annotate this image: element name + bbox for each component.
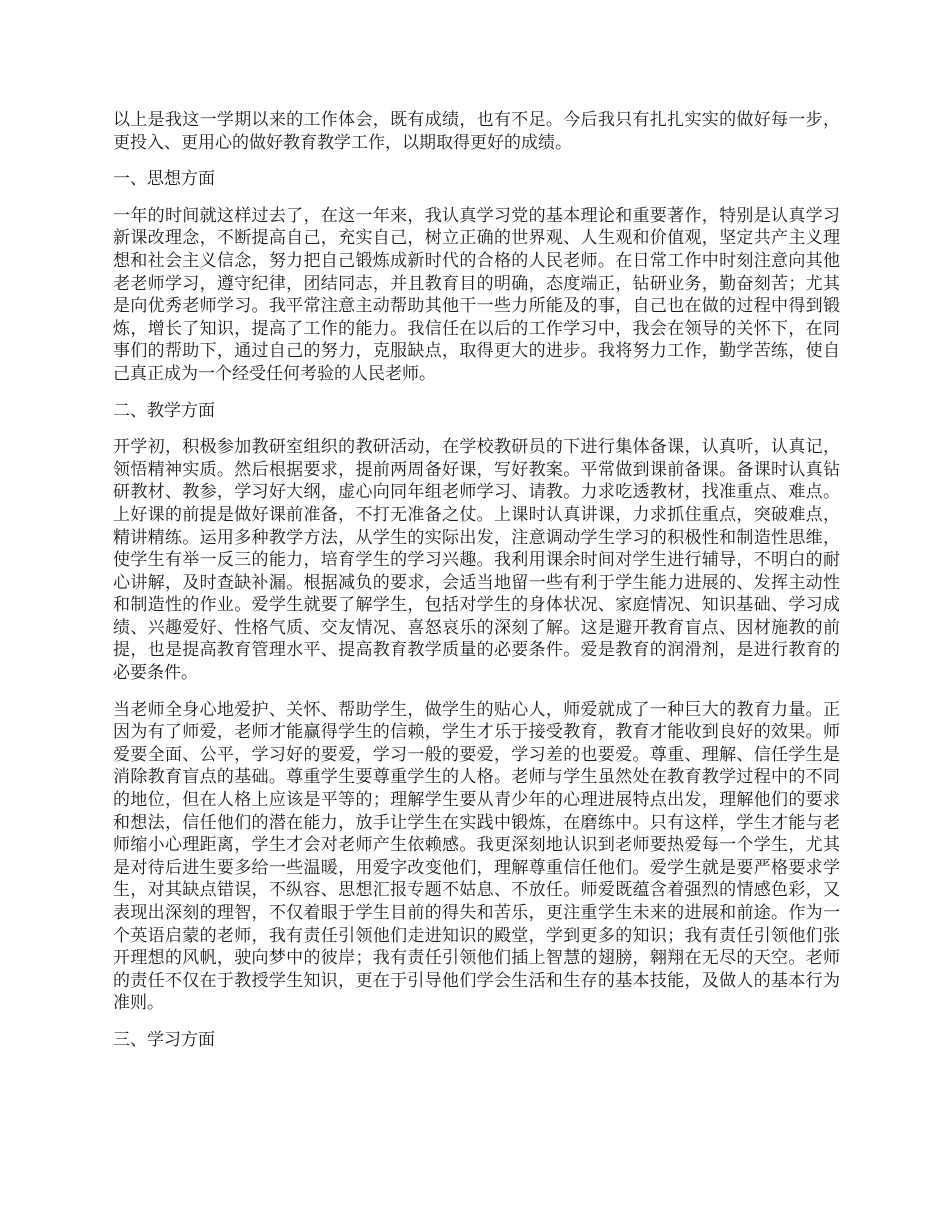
thought-paragraph: 一年的时间就这样过去了，在这一年来，我认真学习党的基本理论和重要著作，特别是认真学习新课改理念，不断提高自己，充实自己，树立正确的世界观、人生观和价值观，坚定共产主义理想和社会主义信念，努力把自己锻炼成新时代的合格的人民老师。在日常工作中时刻注意向其他老老师学习，遵守纪律，团结同志，并且教育目的明确，态度端正，钻研业务，勤奋刻苦；尤其是向优秀老师学习。我平常注意主动帮助其他干一些力所能及的事，自己也在做的过程中得到锻炼，增长了知识，提高了工作的能力。我信任在以后的工作学习中，我会在领导的关怀下，在同事们的帮助下，通过自己的努力，克服缺点，取得更大的进步。我将努力工作，勤学苦练，使自己真正成为一个经受任何考验的人民老师。	[113, 205, 840, 384]
teaching-paragraph-1: 开学初，积极参加教研室组织的教研活动，在学校教研员的下进行集体备课，认真听，认真记，领悟精神实质。然后根据要求，提前两周备好课，写好教案。平常做到课前备课。备课时认真钻研教材、教参，学习好大纲，虚心向同年组老师学习、请教。力求吃透教材，找准重点、难点。上好课的前提是做好课前准备，不打无准备之仗。上课时认真讲课，力求抓住重点，突破难点，精讲精练。运用多种教学方法，从学生的实际出发，注意调动学生学习的积极性和制造性思维，使学生有举一反三的能力，培育学生的学习兴趣。我利用课余时间对学生进行辅导，不明白的耐心讲解，及时查缺补漏。根据减负的要求，会适当地留一些有利于学生能力进展的、发挥主动性和制造性的作业。爱学生就要了解学生，包括对学生的身体状况、家庭情况、知识基础、学习成绩、兴趣爱好、性格气质、交友情况、喜怒哀乐的深刻了解。这是避开教育盲点、因材施教的前提，也是提高教育管理水平、提高教育教学质量的必要条件。爱是教育的润滑剂，是进行教育的必要条件。	[113, 437, 840, 684]
section-heading-thought: 一、思想方面	[113, 169, 215, 190]
document-page	[113, 109, 840, 1066]
teaching-paragraph-2: 当老师全身心地爱护、关怀、帮助学生，做学生的贴心人，师爱就成了一种巨大的教育力量。正因为有了师爱，老师才能赢得学生的信赖，学生才乐于接受教育，教育才能收到良好的效果。师爱要全面、公平，学习好的要爱，学习一般的要爱，学习差的也要爱。尊重、理解、信任学生是消除教育盲点的基础。尊重学生要尊重学生的人格。老师与学生虽然处在教育教学过程中的不同的地位，但在人格上应该是平等的；理解学生要从青少年的心理进展特点出发，理解他们的要求和想法，信任他们的潜在能力，放手让学生在实践中锻炼，在磨练中。只有这样，学生才能与老师缩小心理距离，学生才会对老师产生依赖感。我更深刻地认识到老师要热爱每一个学生，尤其是对待后进生要多给一些温暖，用爱字改变他们，理解尊重信任他们。爱学生就是要严格要求学生，对其缺点错误，不纵容、思想汇报专题不姑息、不放任。师爱既蕴含着强烈的情感色彩，又表现出深刻的理智，不仅着眼于学生目前的得失和苦乐，更注重学生未来的进展和前途。作为一个英语启蒙的老师，我有责任引领他们走进知识的殿堂，学到更多的知识；我有责任引领他们张开理想的风帆，驶向梦中的彼岸；我有责任引领他们插上智慧的翅膀，翱翔在无尽的天空。老师的责任不仅在于教授学生知识，更在于引导他们学会生活和生存的基本技能，及做人的基本行为准则。	[113, 699, 840, 1014]
section-heading-teaching: 二、教学方面	[113, 400, 215, 421]
section-heading-study: 三、学习方面	[113, 1029, 215, 1050]
intro-paragraph: 以上是我这一学期以来的工作体会，既有成绩，也有不足。今后我只有扎扎实实的做好每一步，更投入、更用心的做好教育教学工作，以期取得更好的成绩。	[113, 110, 840, 153]
